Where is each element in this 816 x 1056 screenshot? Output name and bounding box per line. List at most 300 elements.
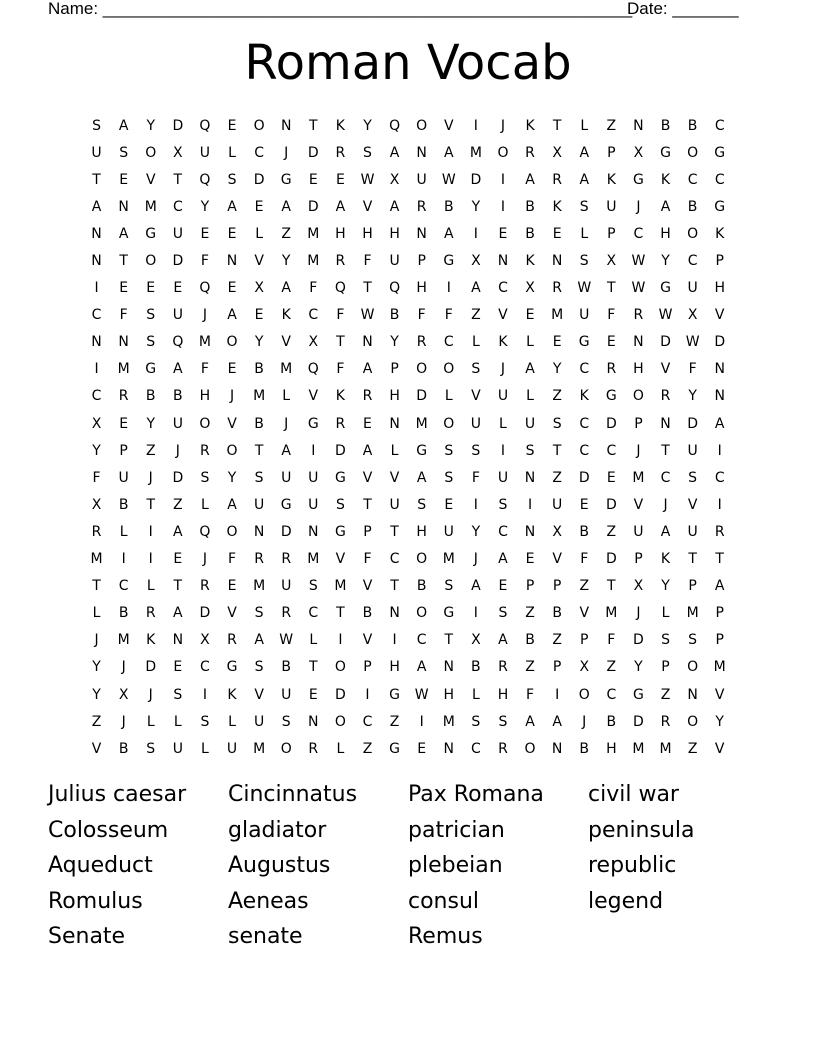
grid-letter: G [334,523,346,540]
grid-letter: P [525,578,535,595]
grid-letter: G [280,171,292,188]
grid-letter: N [633,117,644,134]
grid-letter: A [335,198,346,215]
word-list-item: republic [588,853,677,879]
grid-letter: S [281,713,291,730]
grid-letter: N [443,659,454,676]
grid-letter: R [416,198,427,215]
grid-letter: D [199,605,211,622]
grid-letter: Y [92,659,101,676]
grid-letter: L [282,388,291,405]
grid-letter: A [498,632,508,649]
grid-letter: V [254,253,264,270]
grid-letter: O [687,144,699,161]
grid-letter: B [173,388,183,405]
grid-letter: U [172,307,183,324]
grid-letter: P [363,659,372,676]
grid-letter: C [254,144,264,161]
grid-letter: R [660,388,671,405]
grid-letter: S [498,713,508,730]
grid-letter: Z [145,442,156,459]
grid-letter: L [526,334,534,351]
date-field: Date: _______ [627,0,739,18]
grid-letter: F [227,551,237,568]
grid-letter: P [715,605,724,622]
grid-letter: D [714,334,726,351]
grid-letter: V [335,551,346,568]
grid-letter: J [636,198,641,215]
grid-letter: U [172,415,183,432]
grid-letter: V [281,334,291,351]
grid-letter: A [173,523,183,540]
grid-letter: D [335,442,346,459]
grid-letter: W [360,307,375,324]
grid-letter: D [307,198,319,215]
grid-letter: E [254,307,264,324]
grid-letter: E [227,361,237,378]
grid-letter: L [580,225,589,242]
grid-letter: J [636,605,641,622]
grid-letter: C [443,334,454,351]
grid-letter: B [254,415,264,432]
grid-letter: L [526,388,534,405]
grid-letter: U [281,686,292,703]
grid-letter: J [148,686,153,703]
grid-letter: M [253,388,266,405]
grid-letter: C [470,740,481,757]
grid-letter: J [500,361,506,378]
grid-letter: F [363,253,372,270]
grid-letter: R [498,659,508,676]
grid-letter: H [389,388,400,405]
grid-letter: L [336,740,345,757]
grid-letter: I [500,442,506,459]
grid-letter: I [717,442,722,459]
grid-letter: T [309,659,318,676]
grid-letter: N [308,713,319,730]
grid-letter: X [633,144,644,161]
grid-letter: Y [471,523,481,540]
grid-letter: S [254,659,264,676]
grid-letter: X [471,632,481,649]
grid-letter: U [687,442,698,459]
grid-letter: M [90,551,103,568]
grid-letter: X [254,280,264,297]
grid-letter: S [200,713,210,730]
grid-letter: Z [687,740,698,757]
grid-letter: A [579,144,590,161]
grid-letter: P [715,632,724,649]
grid-letter: K [281,307,291,324]
grid-letter: U [470,415,481,432]
grid-letter: S [417,496,427,513]
grid-letter: O [199,415,211,432]
grid-letter: R [660,713,671,730]
grid-letter: A [443,225,454,242]
grid-letter: S [146,334,156,351]
grid-letter: A [173,605,183,622]
grid-letter: N [524,523,536,540]
grid-letter: U [687,523,698,540]
grid-letter: O [226,442,238,459]
grid-letter: Z [660,686,671,703]
grid-letter: Q [389,117,401,134]
grid-letter: P [552,659,562,676]
grid-letter: B [552,605,562,622]
grid-letter: M [686,605,699,622]
grid-letter: D [578,469,590,486]
word-search-grid [83,112,733,762]
grid-letter: I [473,117,478,134]
grid-letter: S [200,469,210,486]
grid-letter: N [660,415,671,432]
grid-letter: W [631,280,646,297]
grid-letter: Z [362,740,373,757]
grid-letter: E [552,334,562,351]
grid-letter: V [362,469,373,486]
word-list-item: patrician [408,817,505,843]
grid-letter: X [200,632,210,649]
grid-letter: G [660,280,671,297]
grid-letter: A [362,361,373,378]
grid-letter: U [524,415,536,432]
grid-letter: J [94,632,99,649]
grid-letter: L [499,415,507,432]
grid-letter: G [578,334,590,351]
grid-letter: I [148,523,153,540]
grid-letter: O [280,740,292,757]
grid-letter: E [363,415,372,432]
grid-letter: C [416,632,427,649]
grid-letter: B [525,198,535,215]
grid-letter: T [552,117,562,134]
grid-letter: G [714,198,726,215]
grid-letter: R [335,253,346,270]
grid-letter: V [91,740,102,757]
grid-letter: F [119,307,128,324]
grid-letter: D [280,523,292,540]
grid-letter: U [172,740,183,757]
grid-letter: C [362,713,373,730]
grid-letter: J [229,388,235,405]
grid-letter: O [443,361,455,378]
grid-letter: A [118,225,129,242]
grid-letter: C [714,117,725,134]
grid-letter: A [389,198,400,215]
grid-letter: T [336,605,345,622]
grid-letter: X [606,253,617,270]
grid-letter: U [497,469,509,486]
grid-letter: L [444,388,453,405]
grid-letter: F [526,686,535,703]
grid-letter: E [525,307,535,324]
grid-letter: S [146,740,156,757]
grid-letter: N [497,253,509,270]
grid-letter: N [551,253,563,270]
grid-letter: V [660,361,671,378]
grid-letter: J [202,551,207,568]
grid-letter: U [633,523,644,540]
grid-letter: M [713,659,726,676]
grid-letter: T [688,551,697,568]
grid-letter: R [552,171,562,188]
grid-letter: R [525,144,535,161]
grid-letter: M [144,198,157,215]
grid-letter: E [119,171,129,188]
grid-letter: S [552,415,562,432]
grid-letter: Y [715,713,724,730]
grid-letter: O [145,144,157,161]
grid-letter: L [471,334,480,351]
grid-letter: X [579,659,590,676]
grid-letter: N [389,605,400,622]
grid-letter: L [661,605,670,622]
grid-letter: E [606,469,616,486]
grid-letter: E [173,659,183,676]
grid-letter: Z [552,632,562,649]
grid-letter: H [714,280,725,297]
grid-letter: M [469,144,482,161]
grid-letter: C [118,578,129,595]
grid-letter: M [442,551,455,568]
grid-letter: T [173,578,183,595]
grid-letter: K [552,198,562,215]
grid-letter: L [228,144,236,161]
grid-letter: I [148,551,153,568]
grid-letter: C [172,198,183,215]
grid-letter: I [473,225,478,242]
grid-letter: C [308,307,319,324]
grid-letter: L [201,740,209,757]
grid-letter: N [118,334,129,351]
grid-letter: J [175,442,180,459]
grid-letter: M [253,578,266,595]
grid-letter: F [607,307,616,324]
grid-letter: I [473,496,478,513]
grid-letter: N [633,334,644,351]
grid-letter: B [118,740,129,757]
grid-letter: E [254,198,264,215]
grid-letter: C [389,551,400,568]
grid-letter: F [444,307,453,324]
grid-letter: S [661,632,670,649]
grid-letter: X [308,334,319,351]
grid-letter: N [416,144,427,161]
grid-letter: O [443,415,455,432]
grid-letter: S [254,605,264,622]
grid-letter: S [471,442,481,459]
grid-letter: R [416,334,427,351]
grid-letter: Y [471,198,481,215]
grid-letter: Z [91,713,102,730]
grid-letter: E [498,225,508,242]
grid-letter: V [227,415,237,432]
word-list-item: senate [228,924,303,950]
grid-letter: L [119,523,128,540]
grid-letter: F [92,469,101,486]
grid-letter: B [606,713,617,730]
grid-letter: R [91,523,102,540]
grid-letter: R [335,144,346,161]
grid-letter: X [118,686,129,703]
grid-letter: V [498,307,508,324]
grid-letter: H [416,280,427,297]
grid-letter: V [308,388,319,405]
grid-letter: O [497,144,509,161]
grid-letter: U [253,713,265,730]
grid-letter: N [389,415,400,432]
grid-letter: G [334,469,346,486]
grid-letter: M [551,307,564,324]
word-list-item: Colosseum [48,817,169,843]
grid-letter: L [201,496,209,513]
word-list-item: plebeian [408,853,503,879]
grid-letter: P [634,551,643,568]
grid-letter: E [417,740,427,757]
grid-letter: U [199,144,211,161]
grid-letter: A [525,713,535,730]
grid-letter: K [606,171,616,188]
grid-letter: M [632,740,645,757]
grid-letter: Q [199,523,211,540]
grid-letter: Y [688,388,697,405]
grid-letter: W [414,686,429,703]
grid-letter: N [118,198,129,215]
word-list-item: peninsula [588,817,695,843]
grid-letter: S [92,117,101,134]
grid-letter: V [714,740,725,757]
grid-letter: B [525,632,535,649]
grid-letter: A [579,171,590,188]
grid-letter: Y [661,578,670,595]
grid-letter: I [94,280,99,297]
grid-letter: E [552,225,562,242]
grid-letter: O [416,551,428,568]
grid-letter: F [363,551,372,568]
grid-letter: D [307,144,319,161]
grid-letter: P [607,225,616,242]
grid-letter: C [308,605,319,622]
grid-letter: D [660,334,671,351]
grid-letter: E [308,686,318,703]
grid-letter: R [362,388,373,405]
grid-letter: M [632,469,645,486]
grid-letter: K [525,253,535,270]
grid-letter: B [118,605,129,622]
grid-letter: B [579,523,590,540]
grid-letter: T [119,253,128,270]
grid-letter: P [607,144,616,161]
grid-letter: P [552,578,562,595]
grid-letter: N [443,740,454,757]
grid-letter: Y [661,253,670,270]
grid-letter: O [687,713,699,730]
grid-letter: I [338,632,343,649]
grid-letter: G [632,686,644,703]
grid-letter: J [202,307,207,324]
grid-letter: K [335,117,345,134]
grid-letter: L [228,713,236,730]
word-list-item: Aqueduct [48,853,153,879]
grid-letter: B [118,496,129,513]
grid-letter: Q [199,117,211,134]
grid-letter: P [417,253,426,270]
grid-letter: E [308,171,318,188]
grid-letter: H [199,388,211,405]
grid-letter: V [254,686,264,703]
grid-letter: T [309,117,318,134]
grid-letter: S [335,496,345,513]
grid-letter: W [658,307,673,324]
grid-letter: U [253,496,265,513]
grid-letter: R [200,578,210,595]
grid-letter: D [605,496,617,513]
grid-letter: W [631,253,646,270]
grid-letter: N [362,334,373,351]
grid-letter: A [227,198,237,215]
grid-letter: G [632,171,644,188]
grid-letter: U [118,469,129,486]
grid-letter: C [606,442,617,459]
grid-letter: M [117,632,130,649]
grid-letter: I [527,496,533,513]
grid-letter: H [497,686,509,703]
grid-letter: R [145,605,156,622]
grid-letter: O [226,523,238,540]
grid-letter: B [687,117,698,134]
grid-letter: T [390,523,399,540]
grid-letter: O [334,659,346,676]
grid-letter: B [687,198,698,215]
grid-letter: C [660,469,671,486]
grid-letter: Y [390,334,399,351]
grid-letter: I [500,198,506,215]
grid-letter: U [389,496,400,513]
grid-letter: J [663,496,668,513]
grid-letter: E [173,551,183,568]
grid-letter: R [200,442,210,459]
grid-letter: I [419,713,424,730]
grid-letter: O [416,605,428,622]
grid-letter: B [281,659,291,676]
grid-letter: Q [199,171,211,188]
grid-letter: V [714,307,725,324]
grid-letter: F [309,280,318,297]
grid-letter: V [362,632,373,649]
grid-letter: U [552,496,563,513]
grid-letter: Y [146,117,156,134]
word-list-item: Cincinnatus [228,782,358,807]
grid-letter: D [470,171,482,188]
grid-letter: D [605,415,617,432]
grid-letter: K [715,225,725,242]
grid-letter: A [227,307,237,324]
grid-letter: A [362,442,373,459]
grid-letter: E [146,280,156,297]
grid-letter: B [525,225,535,242]
grid-letter: A [525,171,535,188]
grid-letter: S [525,442,535,459]
grid-letter: J [636,442,641,459]
grid-letter: Z [471,307,481,324]
grid-letter: T [552,442,562,459]
grid-letter: U [443,523,454,540]
grid-letter: V [633,496,644,513]
grid-letter: V [389,469,400,486]
grid-letter: G [226,659,238,676]
grid-letter: C [633,225,644,242]
grid-letter: F [688,361,697,378]
